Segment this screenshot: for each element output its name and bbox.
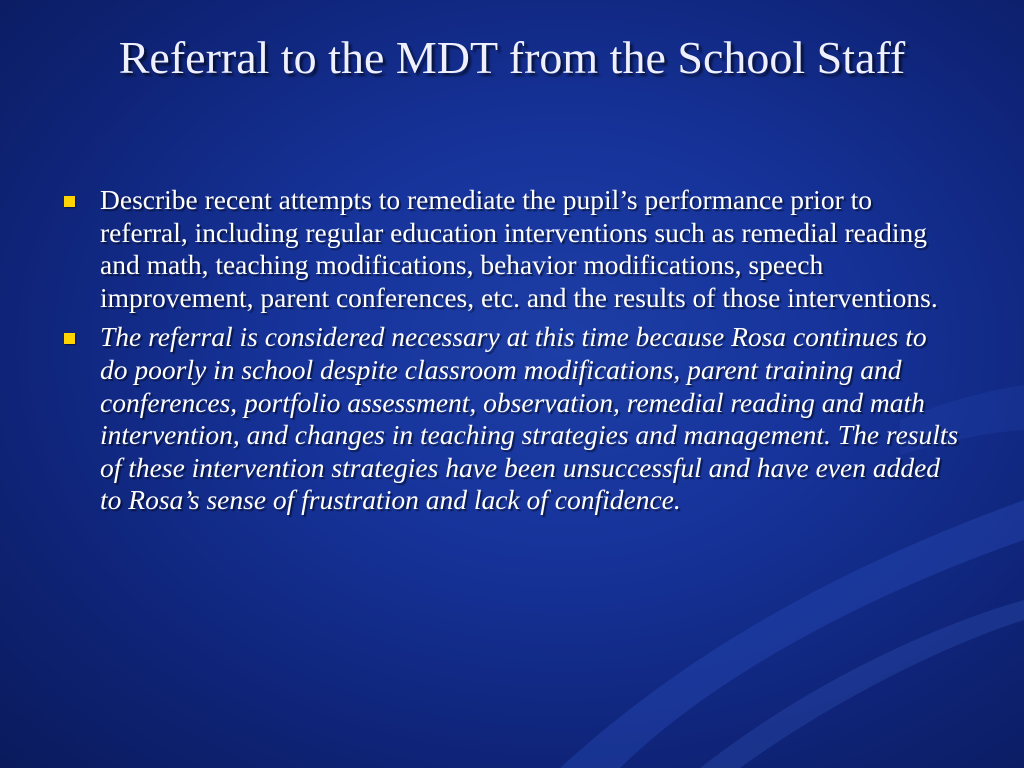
bullet-text: The referral is considered necessary at this time because Rosa continues to do poorly in school despite classroom modifications, parent training and conferences, portfolio assessment, observation, remedial reading and math intervention, and changes in teaching strategies and management. The results of these intervention strategies have been unsuccessful and have even added to Rosa’s sense of frustration and lack of confidence. bbox=[100, 321, 959, 516]
square-bullet-icon bbox=[64, 333, 75, 344]
slide-title: Referral to the MDT from the School Staff bbox=[118, 32, 906, 83]
bullet-item bbox=[60, 184, 960, 314]
bullet-item bbox=[60, 321, 960, 517]
square-bullet-icon bbox=[64, 196, 75, 207]
bullet-text: Describe recent attempts to remediate the pupil’s performance prior to referral, including regular education interventions such as remedial reading and math, teaching modifications, behavior modifications, speech improvement, parent conferences, etc. and the results of those interventions. bbox=[100, 184, 938, 313]
bullet-list bbox=[60, 184, 960, 524]
